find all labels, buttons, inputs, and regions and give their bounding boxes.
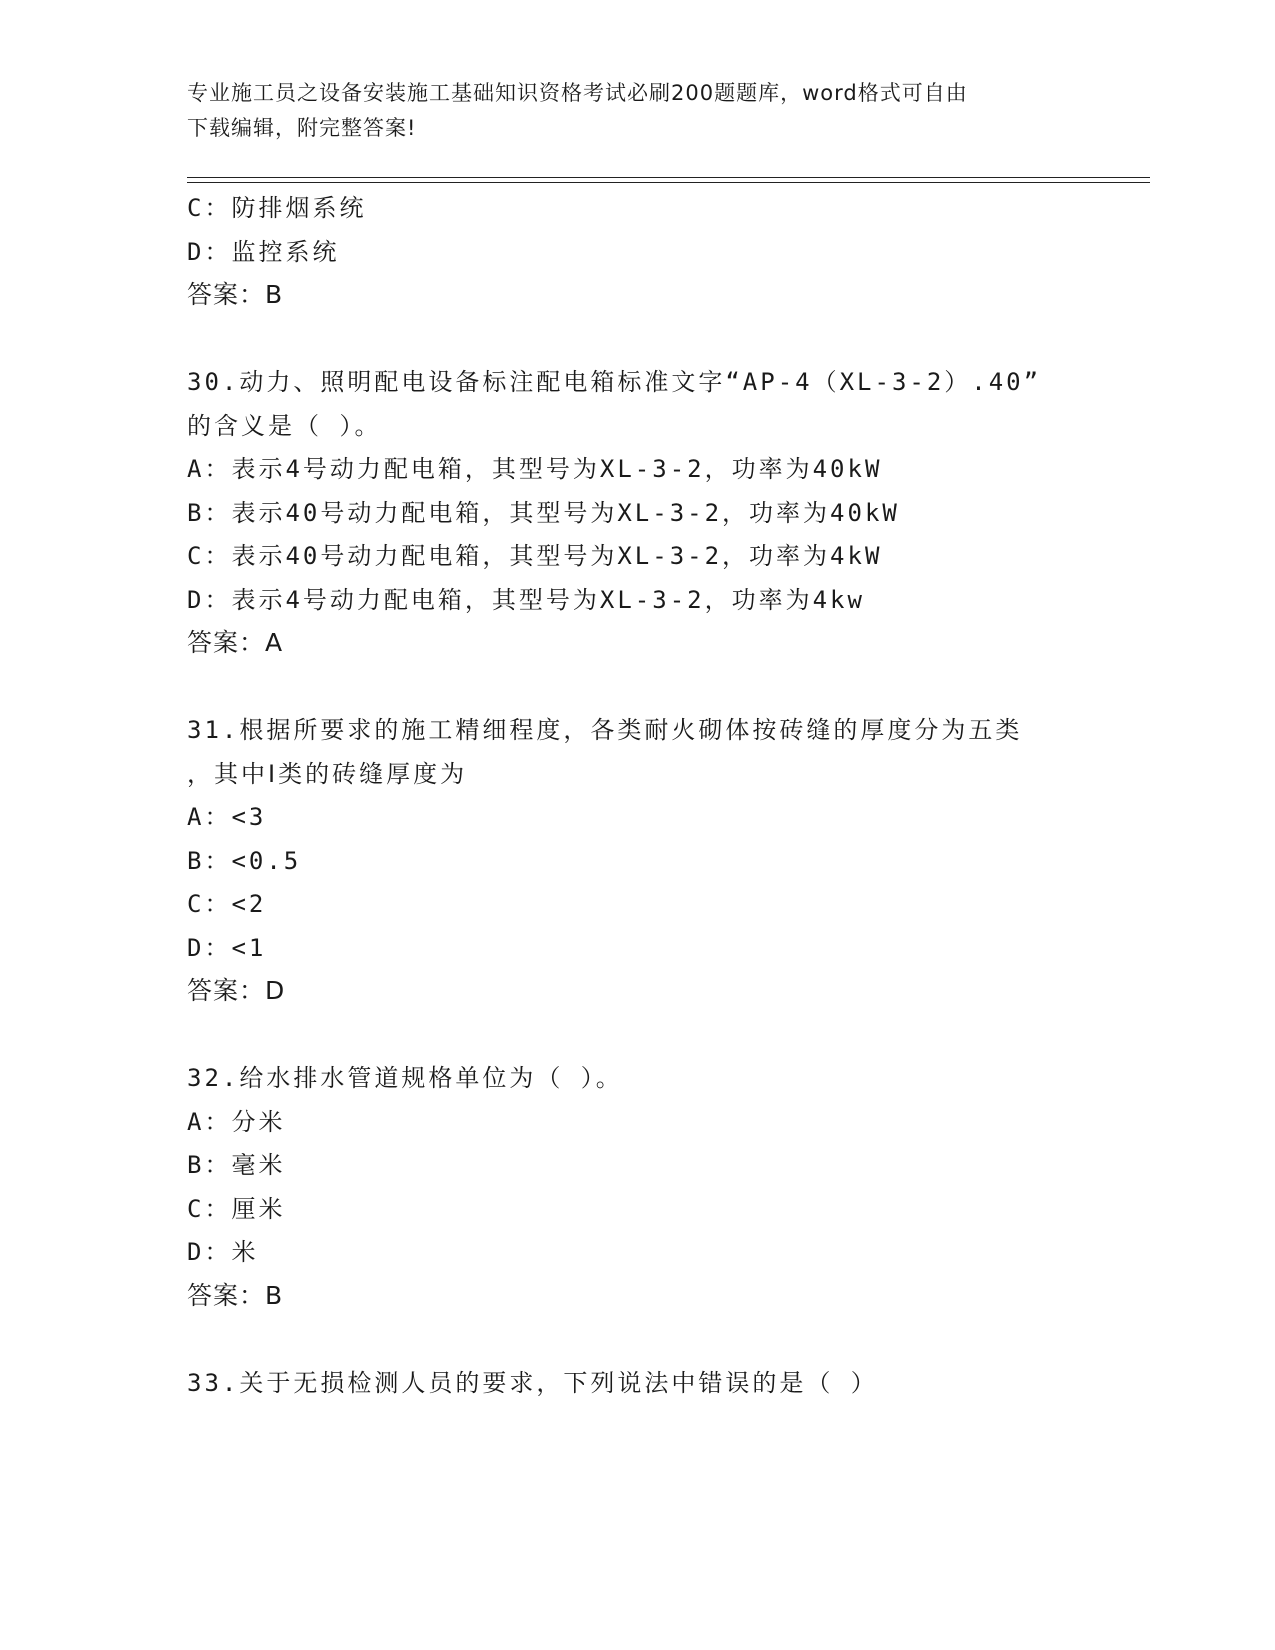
option-c: C：防排烟系统 [187,194,367,222]
question-30-text: 30.动力、照明配电设备标注配电箱标准文字“AP-4（XL-3-2）.40” [187,368,1042,396]
option-d: D：米 [187,1238,259,1266]
document-header [187,76,1067,146]
option-b: B：表示40号动力配电箱，其型号为XL-3-2，功率为40kW [187,499,900,527]
header-line-1: 专业施工员之设备安装施工基础知识资格考试必刷200题题库，word格式可自由 [187,81,968,105]
option-b: B：<0.5 [187,847,302,875]
option-a: A：分米 [187,1108,286,1136]
answer-line: 答案：B [187,1281,284,1310]
answer-line: 答案：D [187,976,286,1005]
option-c: C：厘米 [187,1195,286,1223]
answer-line: 答案：A [187,628,284,657]
header-rule-bottom [187,182,1150,183]
option-a: A：表示4号动力配电箱，其型号为XL-3-2，功率为40kW [187,455,883,483]
question-33-text: 33.关于无损检测人员的要求，下列说法中错误的是（ ） [187,1369,878,1397]
question-30-text-cont: 的含义是（ ）。 [187,412,382,440]
option-d: D：监控系统 [187,238,340,266]
option-d: D：表示4号动力配电箱，其型号为XL-3-2，功率为4kw [187,586,865,614]
option-c: C：<2 [187,890,267,918]
option-b: B：毫米 [187,1151,286,1179]
option-c: C：表示40号动力配电箱，其型号为XL-3-2，功率为4kW [187,542,883,570]
question-31-text: 31.根据所要求的施工精细程度，各类耐火砌体按砖缝的厚度分为五类 [187,716,1023,744]
question-31-text-cont: ，其中Ⅰ类的砖缝厚度为 [187,760,468,788]
question-32-text: 32.给水排水管道规格单位为（ ）。 [187,1064,623,1092]
header-line-2: 下载编辑，附完整答案! [187,116,417,140]
answer-line: 答案：B [187,280,284,309]
header-rule-top [187,177,1150,178]
option-a: A：<3 [187,803,267,831]
option-d: D：<1 [187,934,267,962]
